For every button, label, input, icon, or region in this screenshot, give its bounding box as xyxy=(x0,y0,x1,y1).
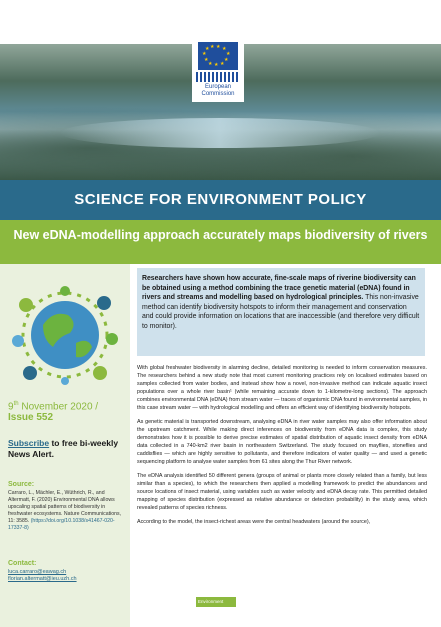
article-title-banner xyxy=(0,220,441,264)
ec-logo-line1: European xyxy=(204,84,232,90)
hero-image xyxy=(0,0,441,180)
header-white-band xyxy=(0,0,441,44)
source-text xyxy=(8,490,126,532)
article-body xyxy=(137,364,427,532)
environment-tag: Environment xyxy=(196,597,236,607)
ec-logo-line2: Commission xyxy=(201,91,235,97)
body-paragraph-1: With global freshwater biodiversity in alarming decline, detailed monitoring is needed to inform conservation measures. The researchers behind a new study note that most current monitoring practices rely on localised estimates based on samples collected from water bodies, and instead show how a novel, non-invasive method can indicate aquatic insect populations over a whole river basin¹ (while remaining accurate down to 1-kilometre-long sections). The approach combines environmental DNA (eDNA) from stream water — traces of organismic DNA found in environmental samples, in this case stream water — with hydrological modelling and offers an efficient way of identifying biodiversity hotspots. xyxy=(137,365,427,411)
body-paragraph-4: According to the model, the insect-richest areas were the central headwaters (around the source), xyxy=(137,519,371,525)
body-paragraph-2: As genetic material is transported downstream, analysing eDNA in river water samples may also offer information about the upstream catchment. While making direct inferences on biodiversity from eDNA data is complex, this study demonstrates how it is possible to derive precise estimates of spatial distribution of aquatic insect density from eDNA data collected in a 740-km2 river basin in northeastern Switzerland. The study focused on mayflies, stoneflies and caddisflies — which are highly sensitive to pollutants, and therefore indicators of water quality — and used a genetic sequencing platform to analyse water samples from 61 sites along the Thur River network. xyxy=(137,419,427,465)
date-suffix: th xyxy=(13,401,19,407)
subscribe-link[interactable]: Subscribe xyxy=(8,438,50,448)
ec-flag-icon: ★ ★ ★ ★ ★ ★ ★ ★ ★ ★ ★ xyxy=(198,42,238,70)
body-paragraph-3: The eDNA analysis identified 50 different genera (groups of animal or plants more closely related than a family, but less similar than a species), to which the researchers then applied a modelling framework to predict the abundances and source locations of insect material, using variables such as water velocity and eDNA decay rate. This permitted detailed mapping of species distribution (expressed as relative abundance or detection probability) in the study area, which revealed patterns of species richness. xyxy=(137,473,427,511)
intro-rest: This non-invasive method can identify biodiversity hotspots to inform their management and conservation and could provide information on locations that are inaccessible (and therefore very difficult to monitor). xyxy=(142,294,420,330)
article-title: New eDNA-modelling approach accurately maps biodiversity of rivers xyxy=(13,228,428,242)
subscribe-rest: to free bi-weekly News Alert. xyxy=(8,438,119,459)
source-citation: Carraro, L., Mächler, E., Wüthrich, R., and Altermatt, F. (2020) Environmental DNA allows upscaling spatial patterns of biodiversity in freshwater ecosystems. Nature Communications, 11: 3585. xyxy=(8,490,122,524)
date-day: 9 xyxy=(8,401,14,413)
contact-list xyxy=(8,569,77,583)
intro-box xyxy=(137,268,425,356)
globe-environment-icon xyxy=(8,285,122,385)
subscribe-text xyxy=(8,438,126,460)
contact-email-2[interactable]: florian.altermatt@ieu.uzh.ch xyxy=(8,576,77,582)
ec-building-icon xyxy=(196,72,240,82)
issue-number: Issue 552 xyxy=(8,412,54,423)
series-title: SCIENCE FOR ENVIRONMENT POLICY xyxy=(74,191,367,208)
source-doi-link[interactable]: (https://doi.org/10.1038/s41467-020-17337-8) xyxy=(8,518,115,531)
european-commission-logo[interactable] xyxy=(192,40,244,102)
intro-bold: Researchers have shown how accurate, fine-scale maps of riverine biodiversity can be obtained using a method combining the trace genetic material (eDNA) found in rivers and streams and modelling based on hydrological principles. xyxy=(142,275,416,301)
ec-logo-text xyxy=(192,84,244,98)
source-heading: Source: xyxy=(8,481,35,488)
river-scene xyxy=(60,118,380,148)
series-banner xyxy=(0,180,441,220)
date-rest: November 2020 / xyxy=(18,401,99,413)
contact-email-1[interactable]: luca.carraro@eawag.ch xyxy=(8,569,67,575)
contact-heading: Contact: xyxy=(8,560,37,567)
